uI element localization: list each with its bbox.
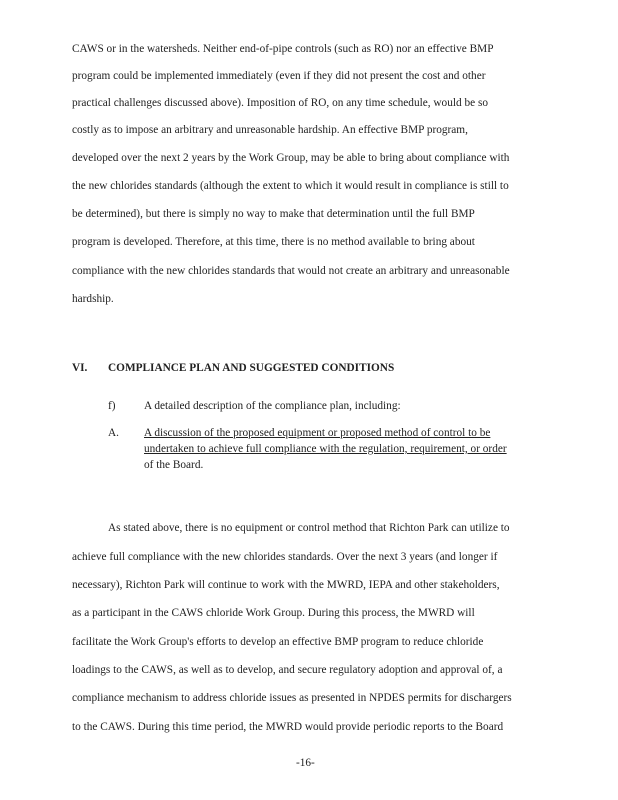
text-line: developed over the next 2 years by the Work Group, may be able to bring about compliance with: [72, 152, 510, 164]
text-line: hardship.: [72, 293, 114, 305]
section-number: VI.: [72, 362, 88, 374]
section-title: COMPLIANCE PLAN AND SUGGESTED CONDITIONS: [108, 362, 395, 374]
text-line: compliance mechanism to address chloride issues as presented in NPDES permits for dischargers: [72, 692, 512, 704]
text-line: loadings to the CAWS, as well as to develop, and secure regulatory adoption and approval of, a: [72, 664, 503, 676]
item-text: A detailed description of the compliance plan, including:: [144, 400, 401, 412]
text-line: facilitate the Work Group's efforts to develop an effective BMP program to reduce chloride: [72, 636, 484, 648]
text-line: compliance with the new chlorides standards that would not create an arbitrary and unreasonable: [72, 265, 510, 277]
text-line: to the CAWS. During this time period, the MWRD would provide periodic reports to the Board: [72, 721, 504, 733]
text-line: program is developed. Therefore, at this time, there is no method available to bring about: [72, 236, 475, 248]
item-text: undertaken to achieve full compliance with the regulation, requirement, or order: [144, 443, 507, 455]
text-line: as a participant in the CAWS chloride Work Group. During this process, the MWRD will: [72, 607, 475, 619]
text-line: the new chlorides standards (although the extent to which it would result in compliance is still to: [72, 180, 509, 192]
text-line: necessary), Richton Park will continue to work with the MWRD, IEPA and other stakeholders,: [72, 579, 500, 591]
text-line: costly as to impose an arbitrary and unreasonable hardship. An effective BMP program,: [72, 124, 468, 136]
text-line: CAWS or in the watersheds. Neither end-of-pipe controls (such as RO) nor an effective BMP: [72, 43, 494, 55]
page-number: -16-: [296, 757, 315, 769]
item-text: of the Board.: [144, 459, 204, 471]
text-line: be determined), but there is simply no way to make that determination until the full BMP: [72, 208, 475, 220]
text-line: achieve full compliance with the new chlorides standards. Over the next 3 years (and longer if: [72, 551, 498, 563]
item-text: A discussion of the proposed equipment or proposed method of control to be: [144, 427, 491, 439]
text-line: As stated above, there is no equipment or control method that Richton Park can utilize to: [108, 522, 510, 534]
text-line: practical challenges discussed above). Imposition of RO, on any time schedule, would be so: [72, 97, 488, 109]
text-line: program could be implemented immediately (even if they did not present the cost and other: [72, 70, 486, 82]
item-label: A.: [108, 427, 119, 439]
item-label: f): [108, 400, 116, 412]
